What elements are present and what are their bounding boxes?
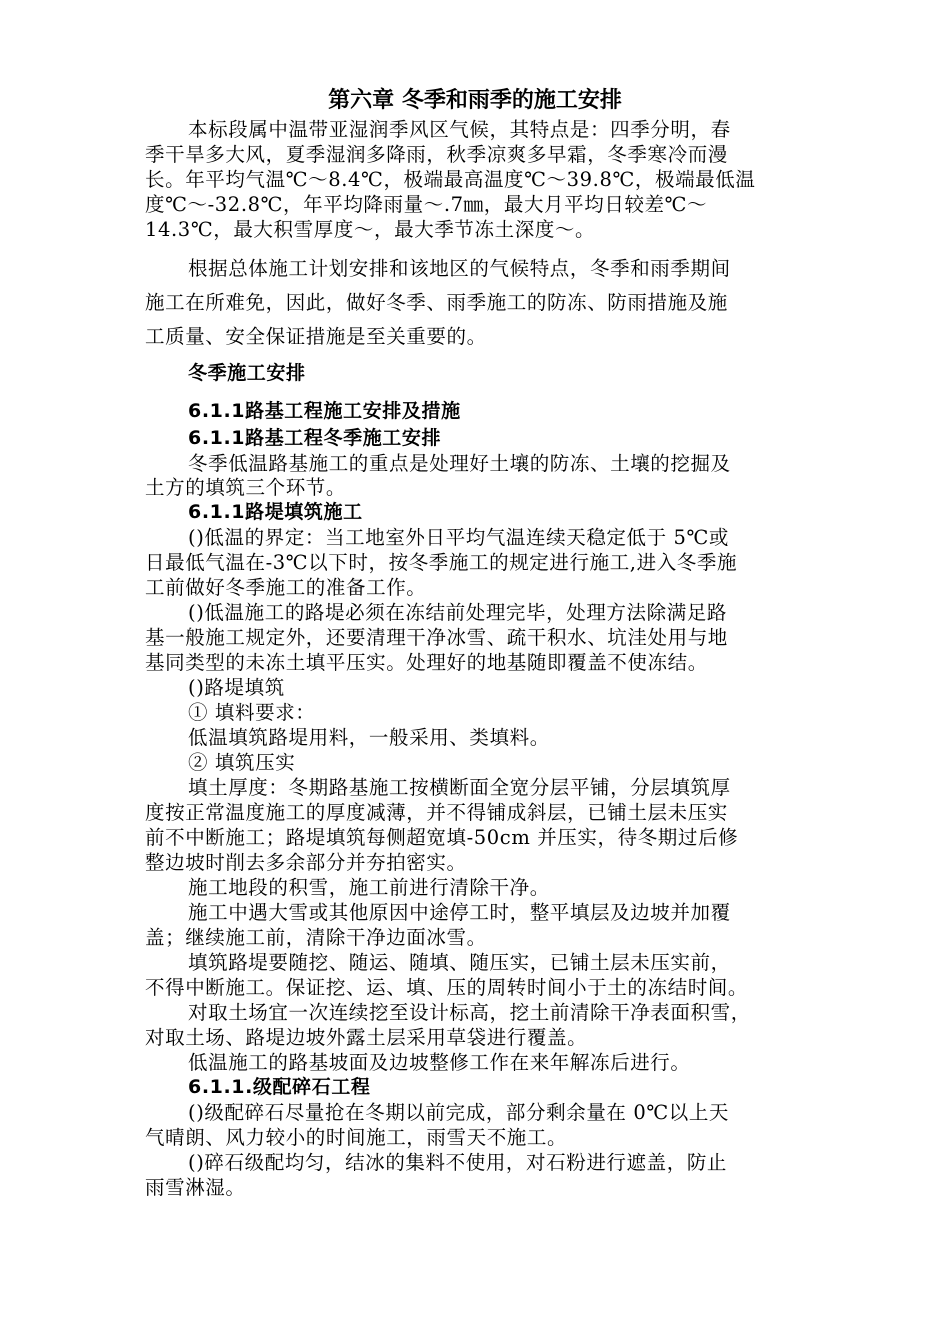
para-line: 冬季低温路基施工的重点是处理好土壤的防冻、土壤的挖掘及 [188, 452, 731, 475]
para-line: ()级配碎石尽量抢在冬期以前完成，部分剩余量在 0℃以上天 [188, 1101, 730, 1124]
list-item: ① 填料要求： [188, 701, 316, 724]
para-line: 日最低气温在-3℃以下时，按冬季施工的规定进行施工,进入冬季施 [145, 551, 738, 574]
para-line: 不得中断施工。保证挖、运、填、压的周转时间小于土的冻结时间。 [145, 976, 749, 999]
para-line: ()低温的界定：当工地室外日平均气温连续天稳定低于 5℃或 [188, 526, 730, 549]
para-line: 基同类型的未冻土填平压实。处理好的地基随即覆盖不使冻结。 [145, 651, 708, 674]
intro-line: 度℃～-32.8℃，年平均降雨量～.7㎜，最大月平均日较差℃～ [145, 193, 708, 216]
para-line: 工质量、安全保证措施是至关重要的。 [145, 325, 487, 348]
list-item: ()路堤填筑 [188, 676, 285, 699]
section-heading: 6.1.1.级配碎石工程 [188, 1076, 371, 1098]
para-line: 低温填筑路堤用料，一般采用、类填料。 [188, 726, 550, 749]
para-line: 气晴朗、风力较小的时间施工，雨雪天不施工。 [145, 1126, 568, 1149]
section-heading: 6.1.1路堤填筑施工 [188, 501, 363, 523]
para-line: 施工地段的积雪，施工前进行清除干净。 [188, 876, 550, 899]
section-heading: 6.1.1路基工程施工安排及措施 [188, 400, 461, 422]
para-line: ()碎石级配均匀，结冰的集料不使用，对石粉进行遮盖，防止 [188, 1151, 728, 1174]
para-line: 对取土场宜一次连续挖至设计标高，挖土前清除干净表面积雪， [188, 1001, 751, 1024]
para-line: 前不中断施工；路堤填筑每侧超宽填-50cm 并压实，待冬期过后修 [145, 826, 739, 849]
para-line: 度按正常温度施工的厚度减薄，并不得铺成斜层，已铺土层未压实 [145, 801, 728, 824]
para-line: 填土厚度：冬期路基施工按横断面全宽分层平铺，分层填筑厚 [188, 776, 731, 799]
para-line: 盖；继续施工前，清除干净边面冰雪。 [145, 926, 487, 949]
para-line: 工前做好冬季施工的准备工作。 [145, 576, 427, 599]
intro-line: 长。年平均气温℃～8.4℃，极端最高温度℃～39.8℃，极端最低温 [145, 168, 756, 191]
intro-line: 14.3℃，最大积雪厚度～，最大季节冻土深度～。 [145, 218, 596, 241]
para-line: 施工在所难免，因此，做好冬季、雨季施工的防冻、防雨措施及施 [145, 291, 728, 314]
chapter-title: 第六章 冬季和雨季的施工安排 [328, 88, 622, 113]
para-line: 根据总体施工计划安排和该地区的气候特点，冬季和雨季期间 [188, 257, 731, 280]
intro-line: 季干旱多大风，夏季湿润多降雨，秋季凉爽多早霜，冬季寒冷而漫 [145, 143, 728, 166]
para-line: 整边坡时削去多余部分并夯拍密实。 [145, 851, 467, 874]
section-heading: 冬季施工安排 [188, 362, 306, 384]
section-heading: 6.1.1路基工程冬季施工安排 [188, 427, 442, 449]
para-line: 雨雪淋湿。 [145, 1176, 246, 1199]
para-line: 土方的填筑三个环节。 [145, 476, 347, 499]
intro-line: 本标段属中温带亚湿润季风区气候，其特点是：四季分明，春 [188, 118, 731, 141]
para-line: ()低温施工的路堤必须在冻结前处理完毕，处理方法除满足路 [188, 601, 728, 624]
para-line: 填筑路堤要随挖、随运、随填、随压实，已铺土层未压实前， [188, 951, 731, 974]
list-item: ② 填筑压实 [188, 751, 296, 774]
para-line: 对取土场、路堤边坡外露土层采用草袋进行覆盖。 [145, 1026, 588, 1049]
para-line: 低温施工的路基坡面及边坡整修工作在来年解冻后进行。 [188, 1051, 691, 1074]
para-line: 基一般施工规定外，还要清理干净冰雪、疏干积水、坑洼处用与地 [145, 626, 728, 649]
para-line: 施工中遇大雪或其他原因中途停工时，整平填层及边坡并加覆 [188, 901, 731, 924]
